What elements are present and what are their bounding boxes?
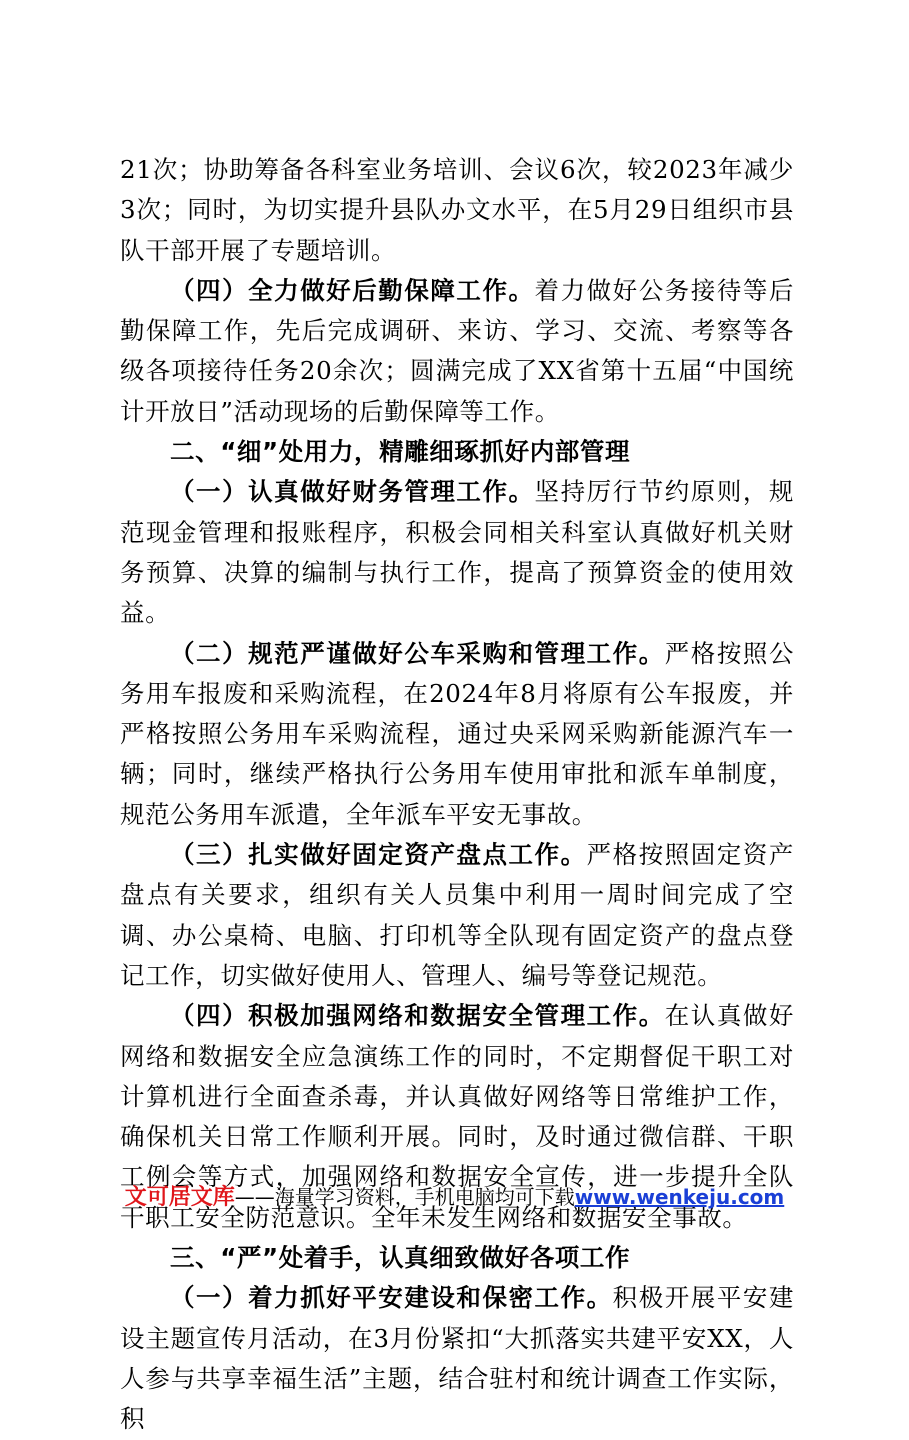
footer-slogan: ——海量学习资料，手机电脑均可下载 xyxy=(234,1185,575,1209)
footer-brand: 文可居文库 xyxy=(124,1185,235,1210)
paragraph-6: （四）积极加强网络和数据安全管理工作。在认真做好网络和数据安全应急演练工作的同时，不定期督促干职工对计算机进行全面查杀毒，并认真做好网络等日常维护工作，确保机关日常工作顺利开展。同时，及时通过微信群、干职工例会等方式，加强网络和数据安全宣传，进一步提升全队干职工安全防范意识。全年未发生网络和数据安全事故。 xyxy=(120,1001,795,1232)
paragraph-1: （四）全力做好后勤保障工作。着力做好公务接待等后勤保障工作，先后完成调研、来访、学习、交流、考察等各级各项接待任务20余次；圆满完成了XX省第十五届“中国统计开放日”活动现场的后勤保障等工作。 xyxy=(120,275,794,426)
paragraph-4: （二）规范严谨做好公车采购和管理工作。严格按照公务用车报废和采购流程，在2024年8月将原有公车报废，并严格按照公务用车采购流程，通过央采网采购新能源汽车一辆；同时，继续严格执行公务用车使用审批和派车单制度，规范公务用车派遣，全年派车平安无事故。 xyxy=(120,638,795,829)
paragraph-3: （一）认真做好财务管理工作。坚持厉行节约原则，规范现金管理和报账程序，积极会同相关科室认真做好机关财务预算、决算的编制与执行工作，提高了预算资金的使用效益。 xyxy=(120,477,794,628)
footer-banner xyxy=(0,1180,909,1211)
paragraph-0: 21次；协助筹备各科室业务培训、会议6次，较2023年减少3次；同时，为切实提升县队办文水平，在5月29日组织市县队干部开展了专题培训。 xyxy=(120,155,794,265)
section-heading-2: 二、“细”处用力，精雕细琢抓好内部管理 xyxy=(170,437,631,467)
paragraph-5: （三）扎实做好固定资产盘点工作。严格按照固定资产盘点有关要求，组织有关人员集中利用一周时间完成了空调、办公桌椅、电脑、打印机等全队现有固定资产的盘点登记工作，切实做好使用人、管理人、编号等登记规范。 xyxy=(120,840,794,990)
footer-site-link[interactable]: www.wenkeju.com xyxy=(574,1185,785,1209)
document-body xyxy=(120,150,794,1440)
section-heading-3: 三、“严”处着手，认真细致做好各项工作 xyxy=(170,1243,631,1273)
paragraph-8: （一）着力抓好平安建设和保密工作。积极开展平安建设主题宣传月活动，在3月份紧扣“大抓落实共建平安XX，人人参与共享幸福生活”主题，结合驻村和统计调查工作实际，积 xyxy=(120,1283,795,1434)
